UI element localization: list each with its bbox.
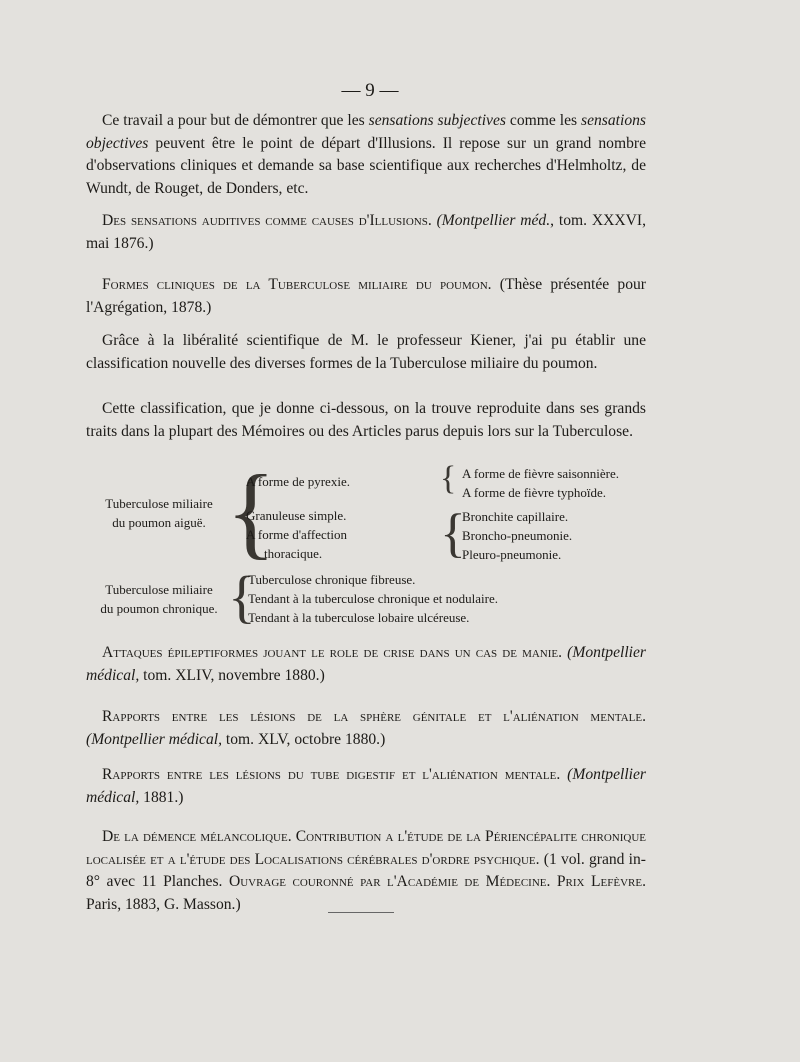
paragraph-classification-note: Cette classification, que je donne ci-dessous, on la trouve reproduite dans ses grands traits dans la plupart des Mémoires ou des Articles parus depuis lors sur la Tuberculose. <box>86 400 646 440</box>
brace-icon: { <box>226 454 276 569</box>
entry-title: Attaques épileptiformes jouant le role de crise dans un cas de manie. <box>102 644 563 661</box>
paragraph-classification-intro: Grâce à la libéralité scientifique de M. le professeur Kiener, j'ai pu établir une classification nouvelle des diverses formes de la Tuberculose miliaire du poumon. <box>86 332 646 372</box>
pyrexia-subforms: A forme de fièvre saisonnière. A forme de fièvre typhoïde. <box>462 466 620 500</box>
brace-icon: { <box>228 564 256 629</box>
document-page: — 9 — Ce travail a pour but de démontrer que les sensations subjectives comme les sensations objectives peuvent être le point de départ d'Illusions. Il repose sur un grand nombre d'observations cliniques et demande sa base scientifique aux recherches d'Helmholtz, de Wundt, de Rouget, de Donders, etc. Des sensations auditives comme causes d'Illusions. (Montpellier méd., tom. XXXVI, mai 1876.) Formes cliniques de la Tuberculose miliaire du poumon. (Thèse présentée pour l'Agrégation, 1878.) Grâce à la libéralité scientifique de M. le professeur Kiener, j'ai pu établir une classification nouvelle des diverses formes de la Tuberculose miliaire du poumon. Cette classification, que je donne ci-dessous, on la trouve reproduite dans ses grands traits dans la plupart des Mémoires ou des Articles parus depuis lors sur la Tuberculose. Tuberculose miliaire du poumon aiguë. { A forme de pyrexie. { A forme de fièvre saisonnière. A forme de fièvre typhoïde. Granuleuse simple. A forme d'affection thoracique. { Bronchite capillaire. Broncho-pneumonie. Pleuro-pneumonie. Tuberculose miliaire du poumon chronique. { Tuberculose chronique fibreuse. Tendant à la tuberculose chronique et nodulaire. Tendant à la tuberculose lobaire ulcéreuse. Attaques épileptiformes jouant le role de crise dans un cas de manie. (Montpellier médical, tom. XLIV, novembre 1880.) Rapports entre les lésions de la sphère génitale et l'aliénation mentale. (Montpellier médical, tom. XLV, octobre 1880.) Rapports entre les lésions du tube digestif et l'aliénation mentale. (Montpellier médical, 1881.) De la démence mélancolique. Contribution a l'étude de la Périencépalite chronique localisée et a l'étude des Localisations cérébrales d'ordre psychique. (1 vol. grand in-8° avec 11 Planches. Ouvrage couronné par l'Académie de Médecine. Prix Lefèvre. Paris, 1883, G. Masson.) <box>0 0 800 1062</box>
entry-title: Formes cliniques de la Tuberculose miliaire du poumon. <box>102 276 492 293</box>
entry-title: Rapports entre les lésions de la sphère génitale et l'aliénation mentale. <box>102 708 646 725</box>
chronic-form-label: Tuberculose miliaire du poumon chronique. <box>100 582 218 616</box>
entry-title: De la démence mélancolique. Contribution a l'étude de la Périencépalite chronique localisée et a l'étude des Localisations cérébrales d'ordre psychique. <box>86 828 646 868</box>
entry-genital-sphere: Rapports entre les lésions de la sphère génitale et l'aliénation mentale. (Montpellier médical, tom. XLV, octobre 1880.) <box>86 708 646 748</box>
entry-title: Des sensations auditives comme causes d'Illusions. <box>102 212 432 229</box>
journal-name: (Montpellier médical, <box>86 730 222 748</box>
acute-form-label: Tuberculose miliaire du poumon aiguë. <box>105 496 213 530</box>
thoracic-forms: Granuleuse simple. A forme d'affection thoracique. <box>246 508 348 561</box>
closing-rule <box>328 912 394 913</box>
award-note: Ouvrage couronné par l'Académie de Médecine. Prix Lefèvre. <box>228 873 646 890</box>
brace-icon: { <box>440 460 457 497</box>
entry-epileptiform-attacks: Attaques épileptiformes jouant le role de crise dans un cas de manie. (Montpellier médical, tom. XLIV, novembre 1880.) <box>86 644 646 684</box>
entry-auditory-sensations: Des sensations auditives comme causes d'Illusions. (Montpellier méd., tom. XXXVI, mai 1876.) <box>86 212 646 252</box>
entry-tuberculosis-thesis: Formes cliniques de la Tuberculose miliaire du poumon. (Thèse présentée pour l'Agrégation, 1878.) <box>86 276 646 316</box>
page-number: — 9 — <box>341 80 399 101</box>
intro-paragraph: Ce travail a pour but de démontrer que les sensations subjectives comme les sensations objectives peuvent être le point de départ d'Illusions. Il repose sur un grand nombre d'observations cliniques et demande sa base scientifique aux recherches d'Helmholtz, de Wundt, de Rouget, de Donders, etc. <box>86 112 646 197</box>
thoracic-subforms: Bronchite capillaire. Broncho-pneumonie. Pleuro-pneumonie. <box>462 509 573 562</box>
entry-digestive-tract: Rapports entre les lésions du tube digestif et l'aliénation mentale. (Montpellier médical, 1881.) <box>86 766 646 806</box>
chronic-forms: Tuberculose chronique fibreuse. Tendant à la tuberculose chronique et nodulaire. Tendant à la tuberculose lobaire ulcéreuse. <box>248 572 498 625</box>
journal-name: (Montpellier médical, <box>86 766 646 806</box>
entry-title: Rapports entre les lésions du tube digestif et l'aliénation mentale. <box>102 766 561 783</box>
entry-melancholic-dementia: De la démence mélancolique. Contribution a l'étude de la Périencépalite chronique localisée et a l'étude des Localisations cérébrales d'ordre psychique. (1 vol. grand in-8° avec 11 Planches. Ouvrage couronné par l'Académie de Médecine. Prix Lefèvre. Paris, 1883, G. Masson.) <box>86 828 646 913</box>
brace-icon: { <box>440 503 466 563</box>
journal-name: (Montpellier méd. <box>436 212 551 229</box>
journal-name: (Montpellier médical, <box>86 644 646 684</box>
